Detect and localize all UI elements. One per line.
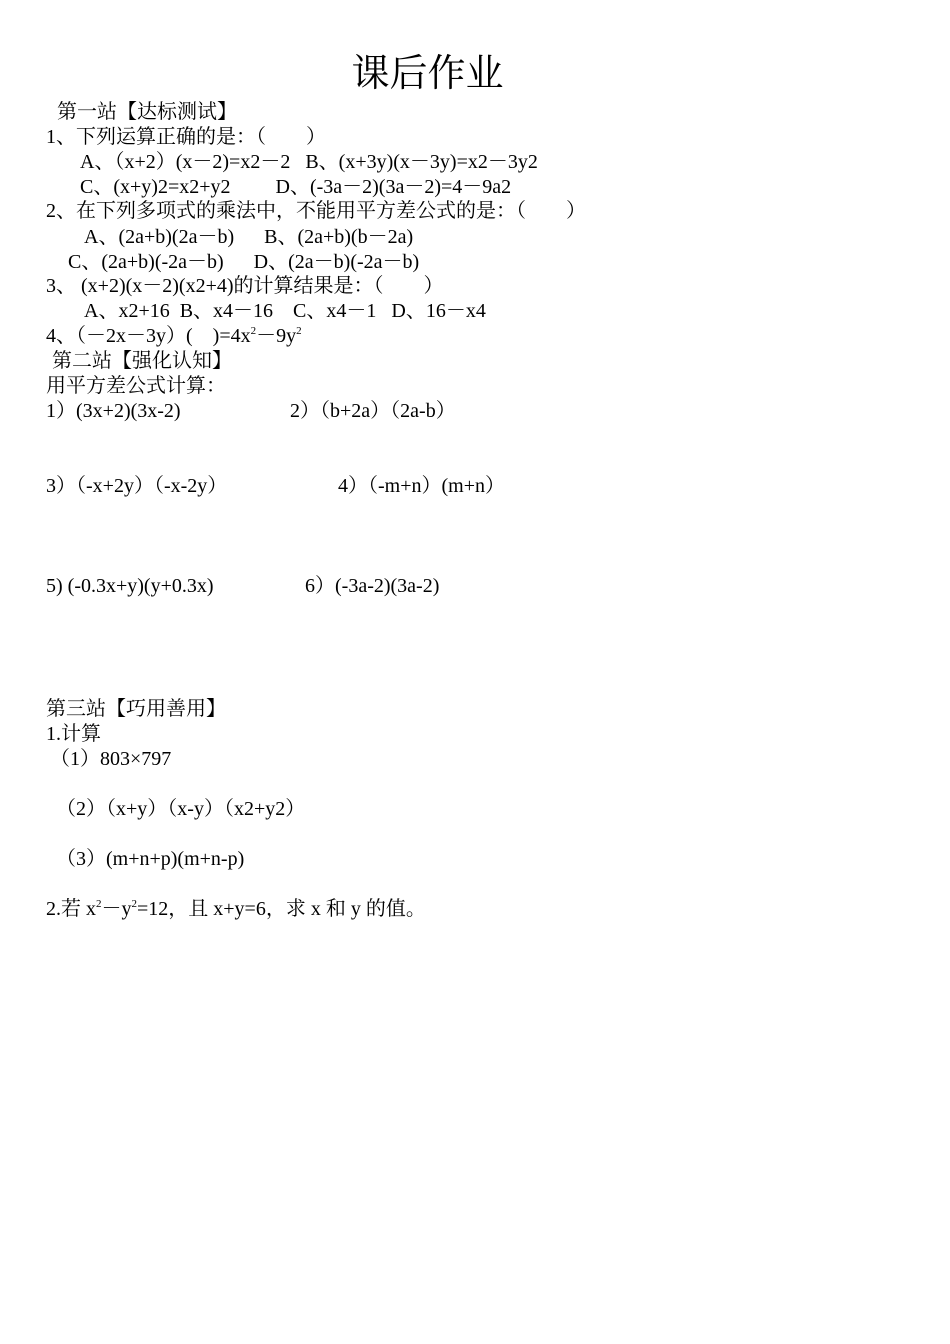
station1-heading: 第一站【达标测试】: [57, 101, 237, 123]
question-2-options-ab: A、(2a+b)(2a－b) B、(2a+b)(b－2a): [84, 226, 414, 248]
calc-3: （3）(m+n+p)(m+n-p): [56, 848, 245, 870]
question-4-prefix: 4、（－2x－3y）( )=4x: [46, 325, 251, 347]
station2-heading: 第二站【强化认知】: [52, 350, 232, 372]
question-4-mid: －9y: [256, 325, 297, 347]
exponent: 2: [96, 898, 102, 910]
exponent: 2: [250, 325, 257, 337]
question-2-prefix: 2.若 x: [46, 898, 96, 920]
problem-1: 1）(3x+2)(3x-2): [46, 400, 181, 422]
calc-1: （1）803×797: [50, 748, 172, 770]
question-2-stem: 2、在下列多项式的乘法中，不能用平方差公式的是：（ ）: [46, 200, 586, 222]
question-2-mid: －y: [101, 898, 132, 920]
question-3-options: A、x2+16 B、x4－16 C、x4－1 D、16－x4: [84, 300, 486, 322]
problem-2: 2）（b+2a）（2a-b）: [290, 400, 456, 422]
question-2-options-cd: C、(2a+b)(-2a－b) D、(2a－b)(-2a－b): [68, 251, 420, 273]
station2-instruction: 用平方差公式计算：: [46, 375, 226, 397]
problem-3: 3）（-x+2y）（-x-2y）: [46, 475, 228, 497]
station3-heading: 第三站【巧用善用】: [46, 698, 226, 720]
question-1-stem: 1、下列运算正确的是：（ ）: [46, 126, 326, 148]
question-2-suffix: =12，且 x+y=6，求 x 和 y 的值。: [137, 898, 426, 920]
problem-5: 5) (-0.3x+y)(y+0.3x): [46, 575, 214, 597]
station3-question-2: [46, 897, 426, 921]
problem-4: 4）（-m+n）(m+n）: [338, 475, 505, 497]
problem-6: 6）(-3a-2)(3a-2): [305, 575, 440, 597]
station3-question-1-label: 1.计算: [46, 723, 101, 745]
question-4: [46, 324, 302, 348]
question-1-options-ab: A、（x+2）(x－2)=x2－2 B、(x+3y)(x－3y)=x2－3y2: [80, 151, 538, 173]
exponent: 2: [131, 898, 137, 910]
calc-2: （2）（x+y）（x-y）（x2+y2）: [56, 798, 306, 820]
question-1-options-cd: C、(x+y)2=x2+y2 D、(-3a－2)(3a－2)=4－9a2: [80, 176, 512, 198]
exponent: 2: [296, 325, 302, 337]
page-title: 课后作业: [351, 53, 504, 95]
question-3-stem: 3、 (x+2)(x－2)(x2+4)的计算结果是：（ ）: [46, 275, 444, 297]
